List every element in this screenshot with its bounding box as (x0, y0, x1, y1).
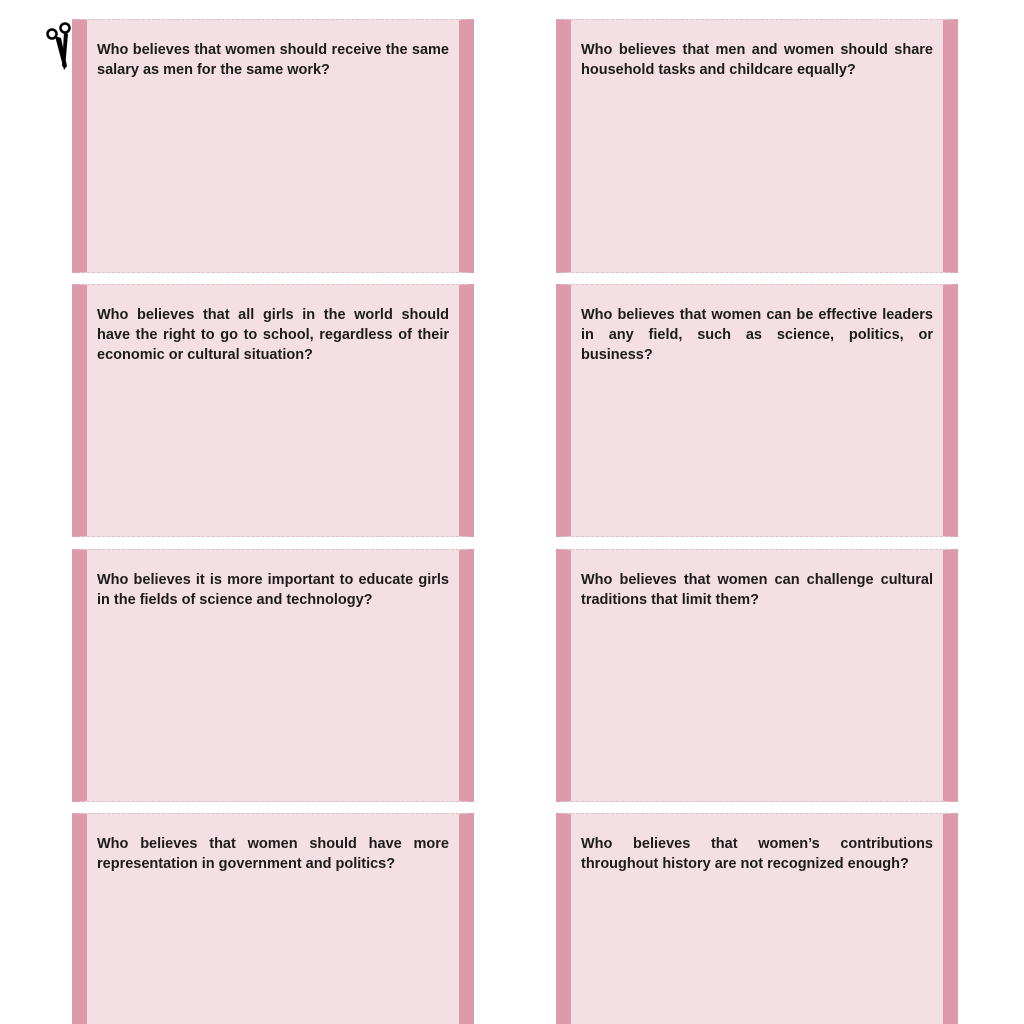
card-question-text: Who believes that women should receive the same salary as men for the same work? (97, 42, 449, 78)
question-card (556, 813, 958, 1024)
question-card (72, 284, 474, 537)
question-card (72, 19, 474, 273)
question-card (556, 549, 958, 802)
card-question-text: Who believes that women’s contributions throughout history are not recognized enough? (581, 836, 933, 872)
card-question-text: Who believes that women can challenge cultural traditions that limit them? (581, 572, 933, 608)
card-question-text: Who believes it is more important to educate girls in the fields of science and technology? (97, 572, 449, 608)
card-question-text: Who believes that all girls in the world should have the right to go to school, regardless of their economic or cultural situation? (97, 307, 449, 363)
card-question-text: Who believes that men and women should share household tasks and childcare equally? (581, 42, 933, 78)
question-card (72, 813, 474, 1024)
scissors-icon (44, 20, 74, 72)
question-card (556, 19, 958, 273)
card-question-text: Who believes that women can be effective leaders in any field, such as science, politics, or business? (581, 307, 933, 363)
question-card (72, 549, 474, 802)
question-card (556, 284, 958, 537)
card-question-text: Who believes that women should have more representation in government and politics? (97, 836, 449, 872)
